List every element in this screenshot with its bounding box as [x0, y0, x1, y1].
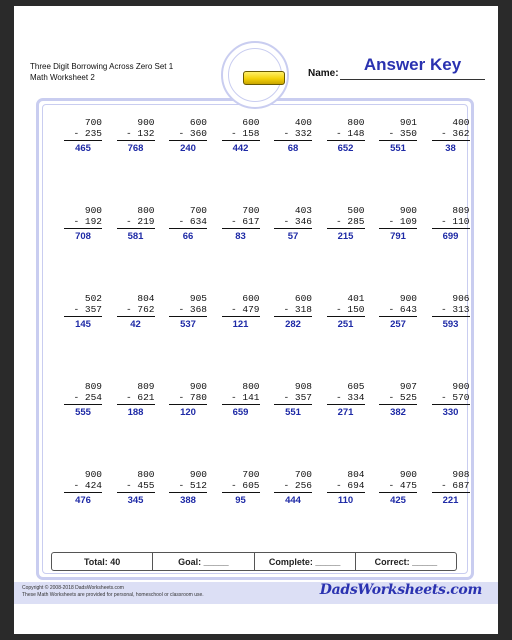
answer-rule — [327, 492, 365, 493]
subtrahend: - 256 — [283, 480, 312, 491]
answer-rule — [327, 404, 365, 405]
problems-grid — [39, 101, 471, 577]
answer-rule — [117, 316, 155, 317]
answer-rule — [64, 316, 102, 317]
subtrahend: - 687 — [440, 480, 470, 491]
answer: 38 — [445, 143, 456, 154]
answer-rule — [274, 492, 312, 493]
minuend: 900 — [189, 469, 207, 480]
problem — [379, 469, 417, 506]
minuend: 901 — [399, 117, 417, 128]
answer: 121 — [232, 319, 249, 330]
subtrahend: - 634 — [178, 216, 207, 227]
answer-rule — [222, 228, 260, 229]
subtrahend: - 192 — [73, 216, 102, 227]
answer: 66 — [182, 231, 194, 242]
answer: 271 — [337, 407, 354, 418]
answer: 537 — [180, 319, 196, 330]
minuend: 900 — [84, 469, 102, 480]
problem — [432, 205, 470, 242]
minuend: 809 — [452, 205, 470, 216]
answer: 345 — [127, 495, 144, 506]
answer: 699 — [442, 231, 459, 242]
problems-panel — [36, 98, 474, 580]
minuend: 900 — [189, 381, 207, 392]
minuend: 600 — [242, 293, 260, 304]
problem — [274, 293, 312, 330]
minuend: 906 — [452, 293, 470, 304]
minuend: 500 — [347, 205, 365, 216]
subtrahend: - 475 — [388, 480, 417, 491]
minuend: 800 — [242, 381, 260, 392]
answer-rule — [327, 228, 365, 229]
problem — [64, 293, 102, 330]
problem — [222, 381, 260, 418]
answer: 215 — [337, 231, 354, 242]
minuend: 900 — [399, 293, 417, 304]
problem — [327, 469, 365, 506]
answer-rule — [379, 228, 417, 229]
subtrahend: - 362 — [440, 128, 470, 139]
minuend: 800 — [347, 117, 365, 128]
minuend: 800 — [137, 205, 155, 216]
problem — [222, 117, 260, 154]
answer-rule — [64, 492, 102, 493]
problem — [432, 293, 470, 330]
subtrahend: - 254 — [73, 392, 102, 403]
answer: 240 — [180, 143, 196, 154]
subtrahend: - 150 — [335, 304, 365, 315]
problem — [274, 381, 312, 418]
name-field-line — [340, 79, 485, 80]
complete-cell: Complete: _____ — [254, 553, 355, 570]
minuend: 401 — [347, 293, 365, 304]
minuend: 400 — [294, 117, 312, 128]
subtrahend: - 141 — [230, 392, 260, 403]
minuend: 400 — [452, 117, 470, 128]
minuend: 900 — [399, 469, 417, 480]
problem — [64, 205, 102, 242]
minuend: 600 — [242, 117, 260, 128]
problem — [379, 117, 417, 154]
brand-logo: DadsWorksheets.com — [319, 582, 482, 598]
answer-rule — [117, 404, 155, 405]
answer: 425 — [390, 495, 406, 506]
problem — [274, 469, 312, 506]
subtrahend: - 479 — [230, 304, 260, 315]
answer-rule — [432, 228, 470, 229]
subtrahend: - 368 — [178, 304, 207, 315]
answer: 581 — [127, 231, 144, 242]
problem — [117, 381, 155, 418]
answer-rule — [432, 316, 470, 317]
subtrahend: - 360 — [178, 128, 207, 139]
subtrahend: - 110 — [440, 216, 470, 227]
problem — [222, 469, 260, 506]
subtrahend: - 235 — [73, 128, 102, 139]
score-box — [51, 552, 457, 571]
minuend: 700 — [294, 469, 312, 480]
answer: 388 — [180, 495, 196, 506]
minuend: 600 — [294, 293, 312, 304]
answer: 188 — [127, 407, 144, 418]
title-line-2: Math Worksheet 2 — [30, 73, 95, 82]
answer: 652 — [337, 143, 354, 154]
pencil-badge — [221, 41, 289, 109]
problem — [169, 205, 207, 242]
minuend: 700 — [242, 205, 260, 216]
answer-rule — [327, 140, 365, 141]
subtrahend: - 424 — [73, 480, 102, 491]
subtrahend: - 332 — [283, 128, 312, 139]
answer: 120 — [180, 407, 196, 418]
answer-rule — [379, 492, 417, 493]
answer: 382 — [390, 407, 406, 418]
answer-rule — [432, 492, 470, 493]
answer: 110 — [337, 495, 354, 506]
answer: 442 — [232, 143, 249, 154]
answer: 465 — [75, 143, 91, 154]
answer: 659 — [232, 407, 249, 418]
answer: 791 — [390, 231, 406, 242]
subtrahend: - 762 — [125, 304, 155, 315]
answer-rule — [222, 492, 260, 493]
answer-rule — [64, 228, 102, 229]
answer-rule — [222, 140, 260, 141]
answer-rule — [274, 228, 312, 229]
answer: 42 — [130, 319, 141, 330]
answer-rule — [169, 140, 207, 141]
minuend: 809 — [137, 381, 155, 392]
subtrahend: - 357 — [283, 392, 312, 403]
goal-cell: Goal: _____ — [152, 553, 253, 570]
answer: 551 — [285, 407, 301, 418]
problem — [379, 381, 417, 418]
answer: 95 — [235, 495, 246, 506]
subtrahend: - 643 — [388, 304, 417, 315]
answer-rule — [379, 316, 417, 317]
answer: 68 — [287, 143, 299, 154]
minuend: 900 — [137, 117, 155, 128]
answer-rule — [64, 404, 102, 405]
minuend: 900 — [399, 205, 417, 216]
subtrahend: - 617 — [230, 216, 260, 227]
answer-rule — [117, 492, 155, 493]
answer-rule — [274, 140, 312, 141]
minuend: 403 — [294, 205, 312, 216]
problem — [64, 469, 102, 506]
problem — [169, 469, 207, 506]
pencil-icon — [243, 71, 285, 85]
minuend: 700 — [189, 205, 207, 216]
minuend: 700 — [84, 117, 102, 128]
answer: 593 — [442, 319, 459, 330]
problem — [222, 293, 260, 330]
answer-rule — [169, 316, 207, 317]
subtrahend: - 512 — [178, 480, 207, 491]
minuend: 908 — [294, 381, 312, 392]
subtrahend: - 694 — [335, 480, 365, 491]
subtrahend: - 109 — [388, 216, 417, 227]
problem — [274, 117, 312, 154]
answer-rule — [117, 228, 155, 229]
answer-rule — [117, 140, 155, 141]
copyright — [22, 585, 204, 599]
subtrahend: - 605 — [230, 480, 260, 491]
answer: 221 — [442, 495, 459, 506]
answer-rule — [379, 140, 417, 141]
answer-rule — [327, 316, 365, 317]
worksheet-title — [30, 61, 173, 83]
problem — [64, 117, 102, 154]
subtrahend: - 350 — [388, 128, 417, 139]
problem — [379, 293, 417, 330]
minuend: 908 — [452, 469, 470, 480]
problem — [117, 469, 155, 506]
total-cell: Total: 40 — [83, 556, 121, 567]
minuend: 804 — [347, 469, 365, 480]
subtrahend: - 525 — [388, 392, 417, 403]
answer: 708 — [75, 231, 91, 242]
problem — [169, 293, 207, 330]
subtrahend: - 780 — [178, 392, 207, 403]
answer: 145 — [75, 319, 91, 330]
minuend: 700 — [242, 469, 260, 480]
subtrahend: - 285 — [335, 216, 365, 227]
answer-rule — [64, 140, 102, 141]
subtrahend: - 158 — [230, 128, 260, 139]
answer-rule — [169, 492, 207, 493]
title-line-1: Three Digit Borrowing Across Zero Set 1 — [30, 62, 174, 71]
answer: 555 — [75, 407, 91, 418]
name-label: Name: — [308, 68, 339, 79]
answer-rule — [222, 404, 260, 405]
problem — [117, 293, 155, 330]
problem — [169, 117, 207, 154]
worksheet-page — [14, 6, 498, 634]
answer-rule — [169, 228, 207, 229]
problem — [432, 381, 470, 418]
minuend: 809 — [84, 381, 102, 392]
minuend: 907 — [399, 381, 417, 392]
subtrahend: - 132 — [125, 128, 155, 139]
answer-rule — [274, 316, 312, 317]
subtrahend: - 148 — [335, 128, 365, 139]
problem — [432, 117, 470, 154]
problem — [64, 381, 102, 418]
footer-band — [14, 582, 498, 604]
problem — [222, 205, 260, 242]
answer-rule — [379, 404, 417, 405]
minuend: 605 — [347, 381, 365, 392]
minuend: 600 — [189, 117, 207, 128]
minuend: 900 — [84, 205, 102, 216]
problem — [169, 381, 207, 418]
answer-rule — [222, 316, 260, 317]
problem — [327, 205, 365, 242]
answer: 768 — [127, 143, 144, 154]
answer-rule — [274, 404, 312, 405]
subtrahend: - 313 — [440, 304, 470, 315]
answer: 83 — [235, 231, 246, 242]
minuend: 800 — [137, 469, 155, 480]
answer: 251 — [337, 319, 354, 330]
problem — [327, 117, 365, 154]
subtrahend: - 570 — [440, 392, 470, 403]
copyright-line-2: These Math Worksheets are provided for personal, homeschool or classroom use. — [22, 592, 204, 598]
problem — [379, 205, 417, 242]
answer-key-label: Answer Key — [363, 55, 462, 74]
subtrahend: - 318 — [283, 304, 312, 315]
answer: 551 — [390, 143, 406, 154]
answer: 257 — [390, 319, 406, 330]
minuend: 502 — [84, 293, 102, 304]
problem — [117, 205, 155, 242]
problem — [432, 469, 470, 506]
problem — [274, 205, 312, 242]
answer: 330 — [442, 407, 459, 418]
answer-rule — [432, 404, 470, 405]
answer: 476 — [75, 495, 91, 506]
subtrahend: - 219 — [125, 216, 155, 227]
subtrahend: - 334 — [335, 392, 365, 403]
problem — [117, 117, 155, 154]
subtrahend: - 621 — [125, 392, 155, 403]
copyright-line-1: Copyright © 2008-2018 DadsWorksheets.com — [22, 585, 124, 591]
minuend: 804 — [137, 293, 155, 304]
answer: 444 — [285, 495, 301, 506]
minuend: 900 — [452, 381, 470, 392]
correct-cell: Correct: _____ — [355, 553, 456, 570]
answer: 57 — [287, 231, 299, 242]
subtrahend: - 455 — [125, 480, 155, 491]
subtrahend: - 357 — [73, 304, 102, 315]
subtrahend: - 346 — [283, 216, 312, 227]
problem — [327, 293, 365, 330]
problem — [327, 381, 365, 418]
answer-rule — [432, 140, 470, 141]
minuend: 905 — [189, 293, 207, 304]
answer-rule — [169, 404, 207, 405]
answer: 282 — [285, 319, 301, 330]
